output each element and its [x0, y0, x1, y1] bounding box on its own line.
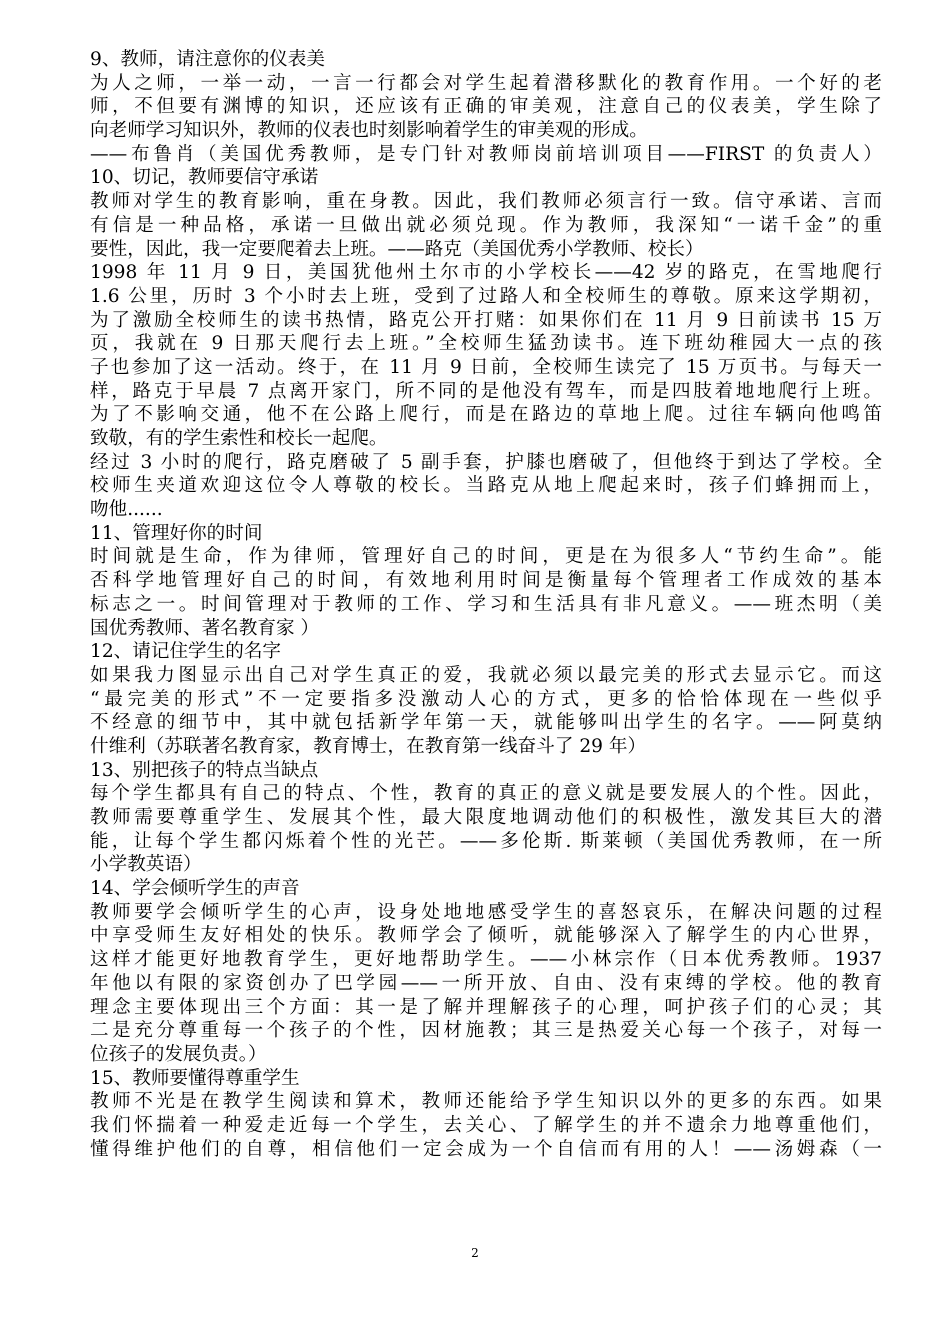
text-line: 师，不但要有渊博的知识，还应该有正确的审美观，注意自己的仪表美，学生除了 [90, 96, 882, 118]
text-line: 年他以有限的家资创办了巴学园——一所开放、自由、没有束缚的学校。他的教育 [90, 972, 882, 994]
text-line: 能，让每个学生都闪烁着个性的光芒。——多伦斯. 斯莱顿（美国优秀教师，在一所 [90, 830, 882, 852]
text-line: 样，路克于早晨 7 点离开家门，所不同的是他没有驾车，而是四肢着地地爬行上班。 [90, 380, 882, 402]
text-line: 要性，因此，我一定要爬着去上班。——路克（美国优秀小学教师、校长） [90, 238, 704, 260]
text-line: 小学教英语） [90, 854, 202, 876]
text-line: “最完美的形式”不一定要指多没激动人心的方式，更多的恰恰体现在一些似乎 [90, 688, 882, 710]
text-line: 吻他...... [90, 499, 163, 521]
text-line: 有信是一种品格，承诺一旦做出就必须兑现。作为教师，我深知“一诺千金”的重 [90, 214, 882, 236]
text-line: 二是充分尊重每一个孩子的个性，因材施教；其三是热爱关心每一个孩子，对每一 [90, 1020, 882, 1042]
text-line: 向老师学习知识外，教师的仪表也时刻影响着学生的审美观的形成。 [90, 120, 648, 142]
text-line: 这样才能更好地教育学生，更好地帮助学生。——小林宗作（日本优秀教师。1937 [90, 949, 882, 971]
text-line: ——布鲁肖（美国优秀教师，是专门针对教师岗前培训项目——FIRST 的负责人） [90, 143, 882, 165]
text-line: 致敬，有的学生索性和校长一起爬。 [90, 428, 388, 449]
text-line: 14、学会倾听学生的声音 [90, 878, 300, 900]
text-line: 12、请记住学生的名字 [90, 641, 282, 663]
text-line: 懂得维护他们的自尊，相信他们一定会成为一个自信而有用的人！——汤姆森（一 [90, 1138, 882, 1160]
text-line: 教师对学生的教育影响，重在身教。因此，我们教师必须言行一致。信守承诺、言而 [90, 191, 882, 213]
text-line: 9、教师，请注意你的仪表美 [90, 49, 325, 70]
text-line: 位孩子的发展负责。） [90, 1043, 267, 1065]
text-line: 教师需要尊重学生、发展其个性，最大限度地调动他们的积极性，激发其巨大的潜 [90, 807, 882, 828]
text-line: 子也参加了这一活动。终于，在 11 月 9 日前，全校师生读完了 15 万页书。与每天一 [90, 356, 882, 378]
page-number: 2 [471, 1246, 479, 1260]
text-line: 11、管理好你的时间 [90, 522, 263, 544]
text-line: 为人之师，一举一动，一言一行都会对学生起着潜移默化的教育作用。一个好的老 [90, 72, 882, 94]
text-line: 国优秀教师、著名教育家 ） [90, 617, 320, 639]
text-line: 10、切记，教师要信守承诺 [90, 167, 319, 189]
text-line: 理念主要体现出三个方面：其一是了解并理解孩子的心理，呵护孩子们的心灵；其 [90, 996, 882, 1018]
text-line: 我们怀揣着一种爱走近每一个学生，去关心、了解学生的并不遗余力地尊重他们， [90, 1114, 882, 1136]
text-line: 1.6 公里，历时 3 个小时去上班，受到了过路人和全校师生的尊敬。原来这学期初， [90, 285, 882, 307]
text-line: 页，我就在 9 日那天爬行去上班。”全校师生猛劲读书。连下班幼稚园大一点的孩 [90, 333, 882, 355]
text-line: 教师不光是在教学生阅读和算术，教师还能给予学生知识以外的更多的东西。如果 [90, 1091, 882, 1113]
text-line: 13、别把孩子的特点当缺点 [90, 759, 319, 781]
text-line: 1998 年 11 月 9 日，美国犹他州土尔市的小学校长——42 岁的路克，在雪地爬行 [90, 262, 882, 284]
text-line: 校师生夹道欢迎这位令人尊敬的校长。当路克从地上爬起来时，孩子们蜂拥而上， [90, 475, 882, 497]
document-page [90, 48, 882, 1161]
text-line: 中享受师生友好相处的快乐。教师学会了倾听，就能够深入了解学生的内心世界， [90, 925, 882, 947]
text-line: 15、教师要懂得尊重学生 [90, 1067, 300, 1089]
text-line: 为了激励全校师生的读书热情，路克公开打赌：如果你们在 11 月 9 日前读书 15 万 [90, 309, 882, 331]
text-line: 标志之一。时间管理对于教师的工作、学习和生活具有非凡意义。——班杰明（美 [90, 593, 882, 615]
text-line: 时间就是生命，作为律师，管理好自己的时间，更是在为很多人“节约生命”。能 [90, 546, 882, 568]
text-line: 每个学生都具有自己的特点、个性，教育的真正的意义就是要发展人的个性。因此， [90, 783, 882, 805]
text-line: 教师要学会倾听学生的心声，设身处地地感受学生的喜怒哀乐，在解决问题的过程 [90, 901, 882, 923]
text-line: 如果我力图显示出自己对学生真正的爱，我就必须以最完美的形式去显示它。而这 [90, 664, 882, 686]
text-line: 否科学地管理好自己的时间，有效地利用时间是衡量每个管理者工作成效的基本 [90, 570, 882, 592]
text-line: 为了不影响交通，他不在公路上爬行，而是在路边的草地上爬。过往车辆向他鸣笛 [90, 404, 882, 426]
text-line: 什维利（苏联著名教育家，教育博士，在教育第一线奋斗了 29 年） [90, 735, 647, 757]
text-line: 经过 3 小时的爬行，路克磨破了 5 副手套，护膝也磨破了，但他终于到达了学校。全 [90, 451, 882, 473]
text-line: 不经意的细节中，其中就包括新学年第一天，就能够叫出学生的名字。——阿莫纳 [90, 712, 882, 734]
